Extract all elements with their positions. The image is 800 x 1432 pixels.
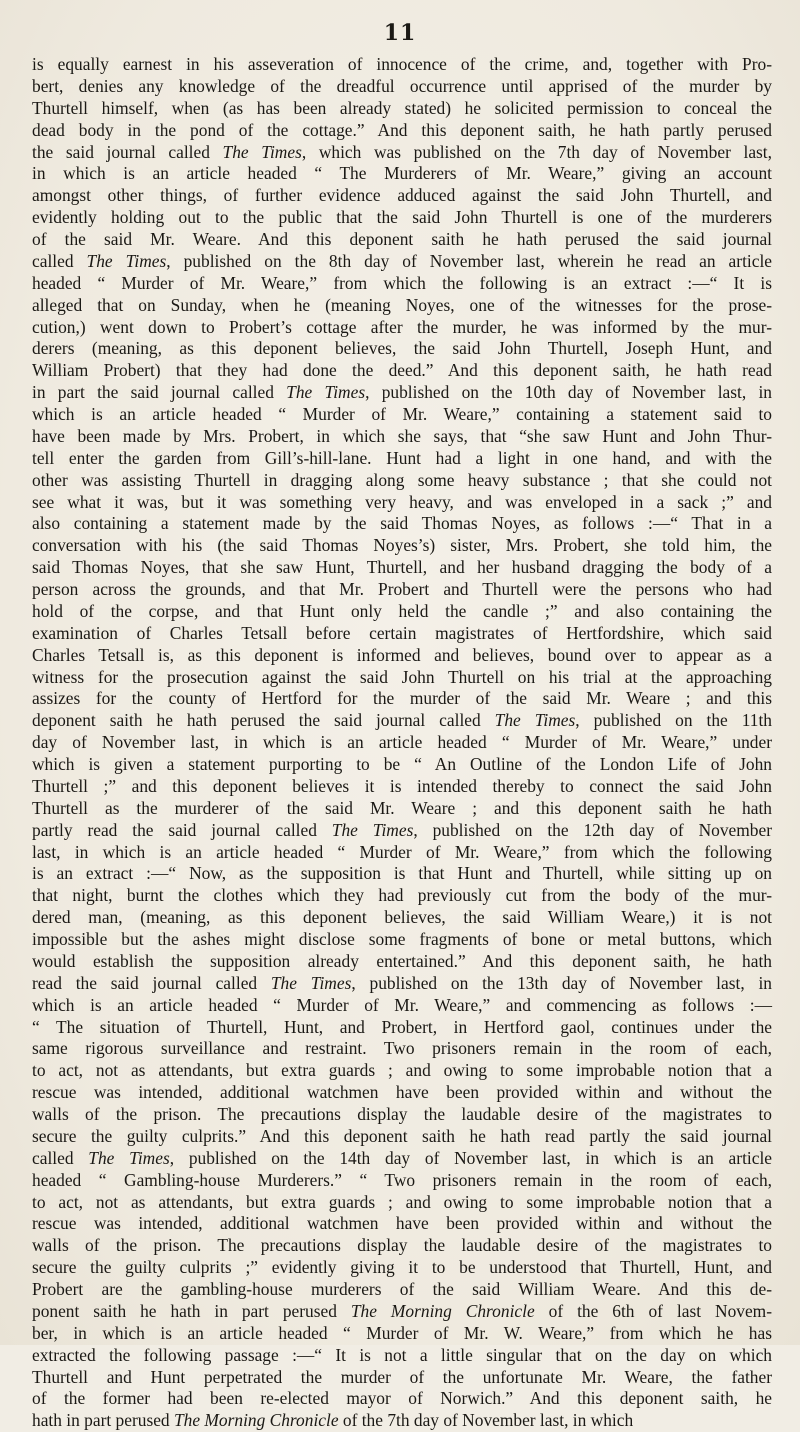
text-line: also containing a statement made by the said Thomas Noyes, as follows :—“ That in a [32, 513, 772, 534]
text-line: secure the guilty culprits ;” evidently giving it to be understood that Thurtell, Hunt, and [32, 1257, 772, 1278]
text-line: Charles Tetsall is, as this deponent is informed and believes, bound over to appear as a [32, 644, 772, 665]
text-line: derers (meaning, as this deponent believes, the said John Thurtell, Joseph Hunt, and [32, 338, 772, 359]
text-line: secure the guilty culprits.” And this deponent saith he hath read partly the said journal [32, 1125, 772, 1146]
text-line: in which is an article headed “ The Murderers of Mr. Weare,” giving an account [32, 163, 772, 184]
text-line: impossible but the ashes might disclose some fragments of bone or metal buttons, which [32, 929, 772, 949]
text-line: extracted the following passage :—“ It is not a little singular that on the day on which [32, 1344, 772, 1365]
text-line: partly read the said journal called The Times, published on the 12th day of November [32, 819, 772, 840]
text-line: amongst other things, of further evidence adduced against the said John Thurtell, and [32, 185, 772, 206]
text-line: of the former had been re-elected mayor of Norwich.” And this deponent saith, he [32, 1388, 772, 1409]
text-line: person across the grounds, and that Mr. Probert and Thurtell were the persons who had [32, 579, 772, 599]
text-line: said Thomas Noyes, that she saw Hunt, Thurtell, and her husband dragging the body of a [32, 557, 772, 578]
text-line: evidently holding out to the public that the said John Thurtell is one of the murderers [32, 207, 772, 228]
text-line: cution,) went down to Probert’s cottage after the murder, he was informed by the mur- [32, 316, 772, 337]
text-line: which is given a statement purporting to be “ An Outline of the London Life of John [32, 754, 772, 774]
text-line: “ The situation of Thurtell, Hunt, and Probert, in Hertford gaol, continues under the [32, 1016, 772, 1037]
text-line: that night, burnt the clothes which they had previously cut from the body of the mur- [32, 885, 772, 906]
text-line: alleged that on Sunday, when he (meaning Noyes, one of the witnesses for the prose- [32, 294, 772, 315]
text-line: of the said Mr. Weare. And this deponent saith he hath perused the said journal [32, 229, 772, 249]
text-line: conversation with his (the said Thomas Noyes’s) sister, Mrs. Probert, she told him, the [32, 535, 772, 556]
text-line: which is an article headed “ Murder of Mr. Weare,” containing a statement said to [32, 404, 772, 424]
text-line: ber, in which is an article headed “ Murder of Mr. W. Weare,” from which he has [32, 1322, 772, 1343]
text-line: Probert are the gambling-house murderers of the said William Weare. And this de- [32, 1279, 772, 1299]
text-line: to act, not as attendants, but extra guards ; and owing to some improbable notion that a [32, 1060, 772, 1081]
text-line: in part the said journal called The Times, published on the 10th day of November last, in [32, 382, 772, 403]
text-line: would establish the supposition already entertained.” And this deponent saith, he hath [32, 950, 772, 971]
text-line: called The Times, published on the 14th day of November last, in which is an article [32, 1147, 772, 1168]
text-line: dead body in the pond of the cottage.” And this deponent saith, he hath partly perused [32, 119, 772, 140]
text-line: headed “ Gambling-house Murderers.” “ Two prisoners remain in the room of each, [32, 1169, 772, 1190]
text-line: ponent saith he hath in part perused The Morning Chronicle of the 6th of last Novem- [32, 1300, 772, 1321]
text-line: tell enter the garden from Gill’s-hill-lane. Hunt had a light in one hand, and with the [32, 447, 772, 468]
text-line: examination of Charles Tetsall before certain magistrates of Hertfordshire, which said [32, 622, 772, 643]
text-line: Thurtell himself, when (as has been already stated) he solicited permission to conceal the [32, 97, 772, 118]
text-line: assizes for the county of Hertford for the murder of the said Mr. Weare ; and this [32, 688, 772, 709]
text-line: dered man, (meaning, as this deponent believes, the said William Weare,) it is not [32, 907, 772, 928]
text-line: walls of the prison. The precautions display the laudable desire of the magistrates to [32, 1235, 772, 1256]
text-line: same rigorous surveillance and restraint. Two prisoners remain in the room of each, [32, 1038, 772, 1059]
text-line: Thurtell and Hunt perpetrated the murder of the unfortunate Mr. Weare, the father [32, 1366, 772, 1387]
text-line: hath in part perused The Morning Chronicle of the 7th day of November last, in which [32, 1410, 634, 1431]
text-line: have been made by Mrs. Probert, in which she says, that “she saw Hunt and John Thur- [32, 425, 772, 446]
text-line: William Probert) that they had done the deed.” And this deponent saith, he hath read [32, 360, 772, 381]
text-line: Thurtell ;” and this deponent believes it is intended thereby to connect the said John [32, 775, 772, 796]
text-line: other was assisting Thurtell in dragging along some heavy substance ; that she could not [32, 469, 772, 490]
text-line: witness for the prosecution against the said John Thurtell on his trial at the approaching [32, 666, 772, 687]
text-line: called The Times, published on the 8th day of November last, wherein he read an article [32, 250, 772, 271]
text-line: deponent saith he hath perused the said journal called The Times, published on the 11th [32, 710, 772, 731]
text-line: is an extract :—“ Now, as the supposition is that Hunt and Thurtell, while sitting up on [32, 863, 772, 884]
text-line: the said journal called The Times, which was published on the 7th day of November last, [32, 141, 772, 162]
text-line: last, in which is an article headed “ Murder of Mr. Weare,” from which the following [32, 841, 772, 862]
text-line: rescue was intended, additional watchmen have been provided within and without the [32, 1082, 772, 1103]
text-line: hold of the corpse, and that Hunt only held the candle ;” and also containing the [32, 600, 772, 621]
text-line: Thurtell as the murderer of the said Mr. Weare ; and this deponent saith he hath [32, 797, 772, 818]
text-line: walls of the prison. The precautions display the laudable desire of the magistrates to [32, 1104, 772, 1124]
body-text [32, 54, 772, 1432]
text-line: bert, denies any knowledge of the dreadful occurrence until apprised of the murder by [32, 75, 772, 96]
text-line: rescue was intended, additional watchmen have been provided within and without the [32, 1213, 772, 1234]
text-line: headed “ Murder of Mr. Weare,” from which the following is an extract :—“ It is [32, 272, 772, 293]
text-line: read the said journal called The Times, published on the 13th day of November last, in [32, 972, 772, 993]
text-line: day of November last, in which is an article headed “ Murder of Mr. Weare,” under [32, 732, 772, 753]
text-line: see what it was, but it was something very heavy, and was enveloped in a sack ;” and [32, 491, 772, 512]
text-line: is equally earnest in his asseveration of innocence of the crime, and, together with Pro- [32, 54, 772, 74]
page-number: 11 [383, 20, 417, 46]
text-line: to act, not as attendants, but extra guards ; and owing to some improbable notion that a [32, 1191, 772, 1212]
text-line: which is an article headed “ Murder of Mr. Weare,” and commencing as follows :— [32, 994, 772, 1015]
